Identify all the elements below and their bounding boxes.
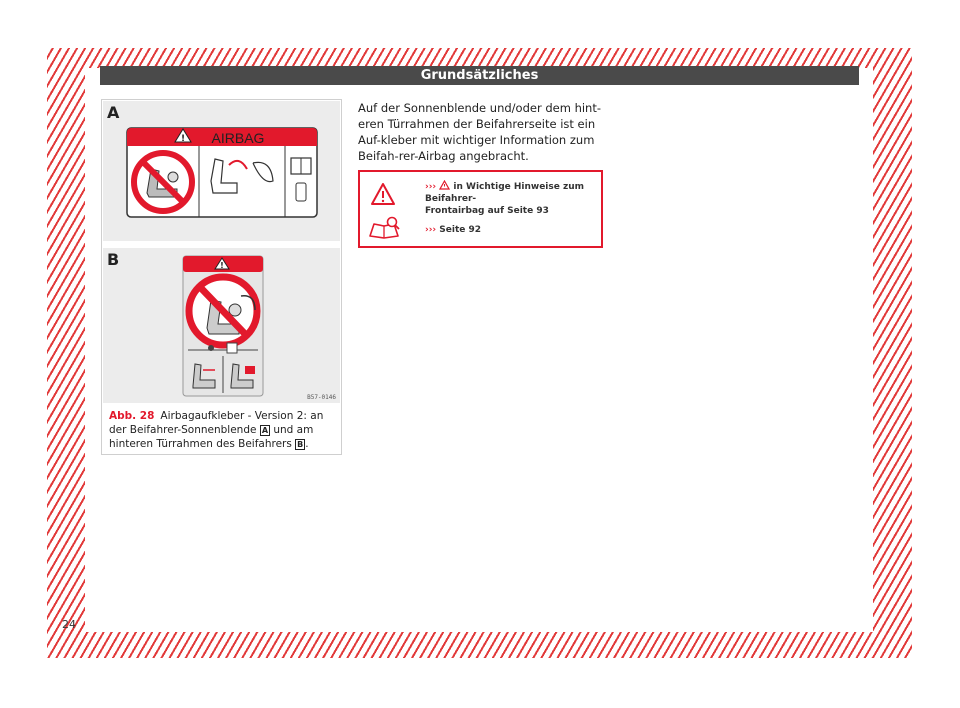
figure-code: B57-0146 (307, 394, 336, 401)
ref-arrows: ››› (425, 225, 437, 235)
airbag-sticker-a-illustration (103, 101, 340, 241)
caption-ref-b: B (297, 440, 304, 449)
warning-text-2: Frontairbag auf Seite 93 (425, 206, 549, 216)
caption-text-2: und am hinteren Türrahmen des Beifahrers (109, 424, 314, 450)
warning-small-icon (439, 180, 450, 190)
svg-text:!: ! (180, 134, 186, 144)
panel-letter-a: A (107, 103, 120, 122)
airbag-sticker-b-illustration (103, 248, 340, 403)
caption-end: . (305, 438, 309, 450)
figure-panel-a (103, 101, 340, 241)
warning-triangle-icon (370, 182, 396, 206)
caption-ref-a: A (261, 426, 269, 435)
figure-caption (109, 409, 335, 451)
warning-note[interactable] (425, 180, 601, 217)
figure-panel-b (103, 248, 340, 403)
panel-letter-b: B (107, 250, 120, 269)
ref-text: Seite 92 (439, 225, 482, 235)
book-magnifier-icon (368, 216, 402, 240)
warning-arrows: ››› (425, 182, 437, 192)
caption-text-1: Airbagaufkleber - Version 2: an der Beifahrer-Sonnenblende (109, 410, 324, 436)
figure-28 (101, 99, 342, 455)
warning-text-1: in Wichtige Hinweise zum Beifahrer- (425, 182, 585, 204)
section-header: Grundsätzliches (100, 66, 859, 85)
notes-box (358, 170, 603, 248)
sticker-airbag-text: AIRBAG (211, 130, 265, 146)
page-number: 24 (62, 618, 76, 631)
svg-text:!: ! (220, 261, 224, 270)
caption-label: Abb. 28 (109, 410, 155, 422)
body-paragraph: Auf der Sonnenblende und/oder dem hint-eren Türrahmen der Beifahrerseite ist ein Auf-kleber mit wichtiger Information zum Beifah-rer-Airbag angebracht. (358, 101, 601, 163)
reference-note[interactable] (425, 224, 481, 236)
